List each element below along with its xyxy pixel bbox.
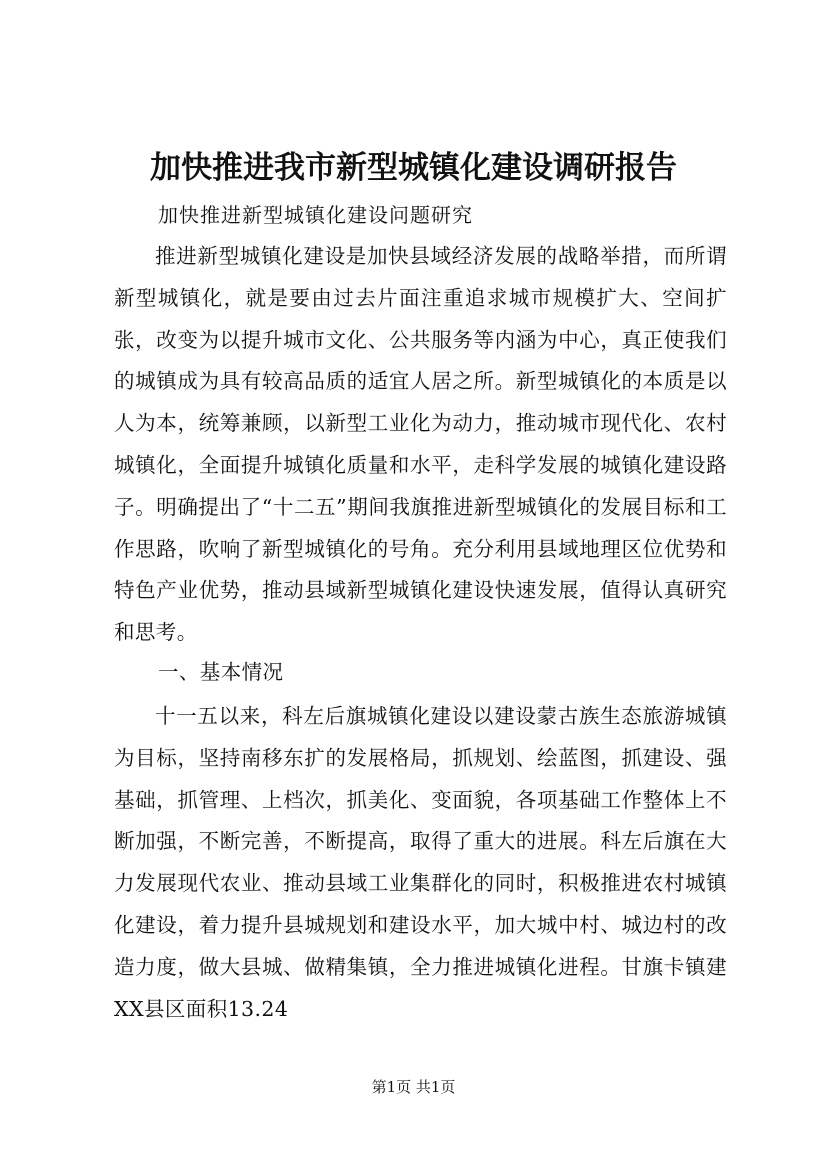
page-number-footer: 第1页 共1页 (371, 1078, 456, 1096)
document-title: 加快推进我市新型城镇化建设调研报告 (150, 150, 677, 186)
document-subtitle: 加快推进新型城镇化建设问题研究 (158, 203, 473, 227)
section-heading-basic-situation: 一、基本情况 (158, 660, 284, 684)
body-paragraph-2: 十一五以来，科左后旗城镇化建设以建设蒙古族生态旅游城镇为目标，坚持南移东扩的发展格局，抓规划、绘蓝图，抓建设、强基础，抓管理、上档次，抓美化、变面貌，各项基础工作整体上不断加强，不断完善，不断提高，取得了重大的进展。科左后旗在大力发展现代农业、推动县域工业集群化的同时，积极推进农村城镇化建设，着力提升县城规划和建设水平，加大城中村、城边村的改造力度，做大县城、做精集镇，全力推进城镇化进程。甘旗卡镇建XX县区面积13.24 (114, 704, 727, 1021)
body-paragraph-1: 推进新型城镇化建设是加快县域经济发展的战略举措，而所谓新型城镇化，就是要由过去片面注重追求城市规模扩大、空间扩张，改变为以提升城市文化、公共服务等内涵为中心，真正使我们的城镇成为具有较高品质的适宜人居之所。新型城镇化的本质是以人为本，统筹兼顾，以新型工业化为动力，推动城市现代化、农村城镇化，全面提升城镇化质量和水平，走科学发展的城镇化建设路子。明确提出了“十二五”期间我旗推进新型城镇化的发展目标和工作思路，吹响了新型城镇化的号角。充分利用县域地理区位优势和特色产业优势，推动县域新型城镇化建设快速发展，值得认真研究和思考。 (114, 244, 727, 645)
